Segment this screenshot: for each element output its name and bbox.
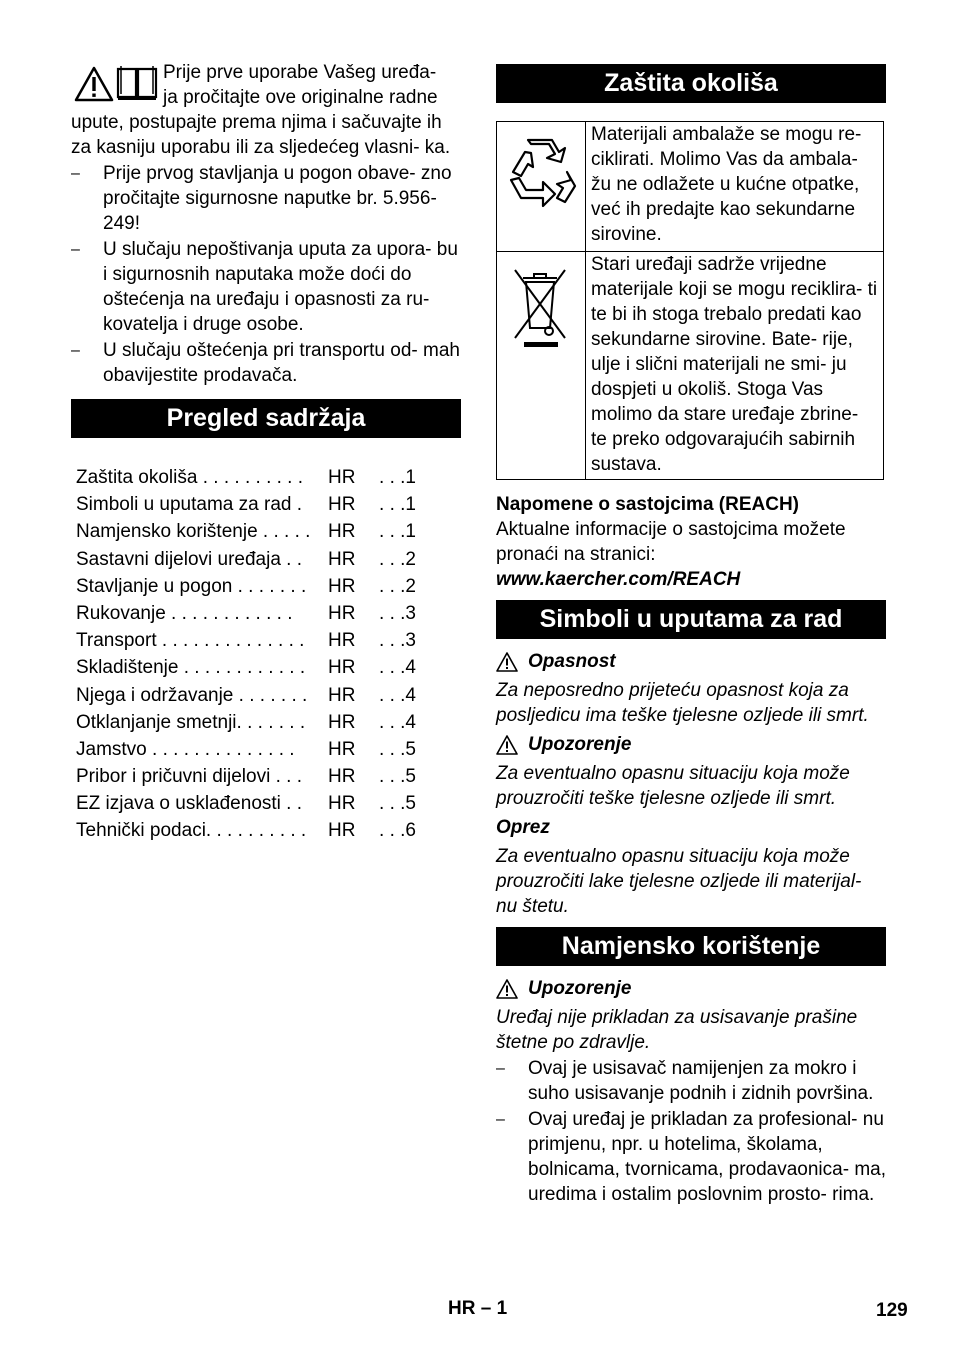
toc-row (76, 736, 461, 763)
toc-page: . . .2 (379, 548, 416, 570)
toc-row (76, 518, 461, 545)
reach-text: Aktualne informacije o sastojcima možete pronaći na stranici: (496, 519, 846, 565)
bullet-text: U slučaju nepoštivanja uputa za upora- bu i sigurnosnih naputaka može doći do oštećenja na uređaju i opasnosti za ru- kovatelja i druge osobe. (103, 239, 458, 335)
toc-lang: HR (328, 467, 356, 488)
toc-title: Rukovanje . . . . . . . . . . . . (76, 602, 293, 624)
toc-title: Jamstvo . . . . . . . . . . . . . . (76, 738, 295, 760)
toc-page: . . .5 (379, 793, 416, 815)
danger-text: Za neposredno prijeteću opasnost koja za posljedicu ima teške tjelesne ozljede ili smrt. (496, 680, 869, 726)
toc-title: Otklanjanje smetnji. . . . . . . (76, 711, 306, 733)
reach-title: Napomene o sastojcima (REACH) (496, 494, 800, 515)
toc-lang: HR (328, 630, 356, 652)
toc-row (76, 627, 461, 654)
toc-title: Tehnički podaci. . . . . . . . . . (76, 820, 307, 842)
warning-label-text: Upozorenje (528, 734, 632, 755)
intended-warning-label (496, 976, 886, 1001)
bullet-text: U slučaju oštećenja pri transportu od- mah obavijestite prodavača. (103, 340, 460, 386)
footer-page-number: 129 (876, 1300, 908, 1321)
toc-row (76, 763, 461, 790)
toc-row (76, 600, 461, 627)
bullet-dash: – (71, 241, 80, 258)
left-column (71, 60, 461, 845)
toc-lang: HR (328, 521, 356, 543)
toc-title: Skladištenje . . . . . . . . . . . . (76, 657, 306, 679)
toc-page: . . .5 (379, 766, 416, 788)
toc-row (76, 546, 461, 573)
toc-page: . . .1 (379, 494, 416, 516)
footer-lang-page: HR – 1 (448, 1298, 508, 1319)
intro-icons (71, 60, 163, 110)
toc-page: . . .2 (379, 575, 416, 597)
bullet-dash: – (496, 1060, 505, 1077)
intro-line-2: ja pročitajte ove originalne radne (163, 87, 438, 108)
env-table (496, 121, 884, 480)
bullet-text: Ovaj je usisavač namijenjen za mokro i suho usisavanje podnih i zidnih površina. (528, 1058, 874, 1104)
warning-icon (496, 652, 518, 672)
toc-title: Sastavni dijelovi uređaja . . (76, 548, 303, 570)
intro-section (71, 60, 461, 160)
intended-bullet (496, 1107, 886, 1207)
toc-title: Namjensko korištenje . . . . . (76, 521, 311, 543)
toc-row (76, 790, 461, 817)
danger-label-text: Opasnost (528, 651, 616, 672)
env-icon-cell (497, 122, 586, 252)
toc-title: Transport . . . . . . . . . . . . . . (76, 630, 305, 652)
toc-lang: HR (328, 793, 356, 815)
reach-url: www.kaercher.com/REACH (496, 569, 741, 590)
toc-page: . . .4 (379, 657, 416, 679)
toc-heading: Pregled sadržaja (71, 399, 461, 438)
toc-row (76, 817, 461, 844)
toc-page: . . .3 (379, 630, 416, 652)
toc-title: EZ izjava o usklađenosti . . (76, 793, 302, 815)
toc-row (76, 491, 461, 518)
env-text-cell: Stari uređaji sadrže vrijedne materijale koji se mogu reciklira- ti te bi ih stoga trebalo predati kao sekundarne sirovine. Bate- rije, ulje i slični materijali ne smi- ju dospjeti u okoliš. Stoga Vas molimo da stare uređaje zbrine- te preko odgovarajućih sabirnih sustava. (586, 252, 884, 480)
intro-bullet (71, 338, 461, 388)
warning-label (496, 732, 886, 757)
intro-bullet (71, 237, 461, 337)
intro-line-1: Prije prve uporabe Vašeg uređa- (163, 62, 437, 83)
caution-label: Oprez (496, 817, 550, 838)
caution-text: Za eventualno opasnu situaciju koja može prouzročiti lake tjelesne ozljede ili materijal- nu štetu. (496, 846, 862, 917)
env-row (497, 252, 884, 480)
toc-lang: HR (328, 711, 356, 733)
toc-row (76, 682, 461, 709)
warning-icon (496, 735, 518, 755)
toc-lang: HR (328, 684, 356, 706)
toc-title: Simboli u uputama za rad . (76, 494, 303, 516)
toc-title: Njega i održavanje . . . . . . . (76, 684, 308, 706)
bullet-text: Ovaj uređaj je prikladan za profesional- nu primjenu, npr. u hotelima, školama, bolnicama, tvornicama, prodavaonica- ma, uredima i ostalim poslovnim prosto- rima. (528, 1109, 887, 1205)
warning-icon (496, 979, 518, 999)
env-icon-cell (497, 252, 586, 480)
intended-bullet (496, 1056, 886, 1106)
toc-row (76, 709, 461, 736)
warning-text: Za eventualno opasnu situaciju koja može prouzročiti teške tjelesne ozljede ili smrt. (496, 763, 850, 809)
toc-title: Pribor i pričuvni dijelovi . . . (76, 766, 302, 788)
env-row (497, 122, 884, 252)
manual-book-icon (115, 65, 159, 101)
bullet-dash: – (71, 165, 80, 182)
intended-warning-label-text: Upozorenje (528, 978, 632, 999)
toc-page: . . .5 (379, 738, 416, 760)
symbols-heading: Simboli u uputama za rad (496, 600, 886, 639)
toc-page: . . .4 (379, 684, 416, 706)
toc-title: Zaštita okoliša . . . . . . . . . . (76, 467, 304, 488)
bullet-dash: – (71, 342, 80, 359)
bullet-text: Prije prvog stavljanja u pogon obave- zno pročitajte sigurnosne naputke br. 5.956-249! (103, 163, 452, 234)
toc-lang: HR (328, 738, 356, 760)
toc-page: . . .4 (379, 711, 416, 733)
toc-row (76, 654, 461, 681)
toc-lang: HR (328, 494, 356, 516)
toc-page: . . .1 (379, 467, 416, 488)
toc-page: . . .6 (379, 820, 416, 842)
env-text-cell: Materijali ambalaže se mogu re- ciklirati. Molimo Vas da ambala- žu ne odlažete u kućne otpatke, već ih predajte kao sekundarne sirovine. (586, 122, 884, 252)
toc-row (76, 573, 461, 600)
toc-lang: HR (328, 657, 356, 679)
toc-lang: HR (328, 766, 356, 788)
toc-list (71, 464, 461, 845)
toc-title: Stavljanje u pogon . . . . . . . (76, 575, 307, 597)
toc-lang: HR (328, 575, 356, 597)
intended-warning-text: Uređaj nije prikladan za usisavanje prašine štetne po zdravlje. (496, 1007, 858, 1053)
intended-heading: Namjensko korištenje (496, 927, 886, 966)
env-heading: Zaštita okoliša (496, 64, 886, 103)
toc-page: . . .1 (379, 521, 416, 543)
toc-lang: HR (328, 548, 356, 570)
toc-lang: HR (328, 602, 356, 624)
right-column (496, 64, 886, 1207)
recycle-icon (497, 122, 583, 244)
crossed-bin-icon (497, 252, 583, 372)
danger-label (496, 649, 886, 674)
bullet-dash: – (496, 1111, 505, 1128)
intro-rest: upute, postupajte prema njima i sačuvajte ih za kasniju uporabu ili za sljedećeg vlasni- ka. (71, 112, 451, 158)
toc-page: . . .3 (379, 602, 416, 624)
toc-lang: HR (328, 820, 356, 842)
warning-triangle-icon (74, 66, 114, 102)
toc-row (76, 464, 461, 491)
intro-bullet (71, 161, 461, 236)
